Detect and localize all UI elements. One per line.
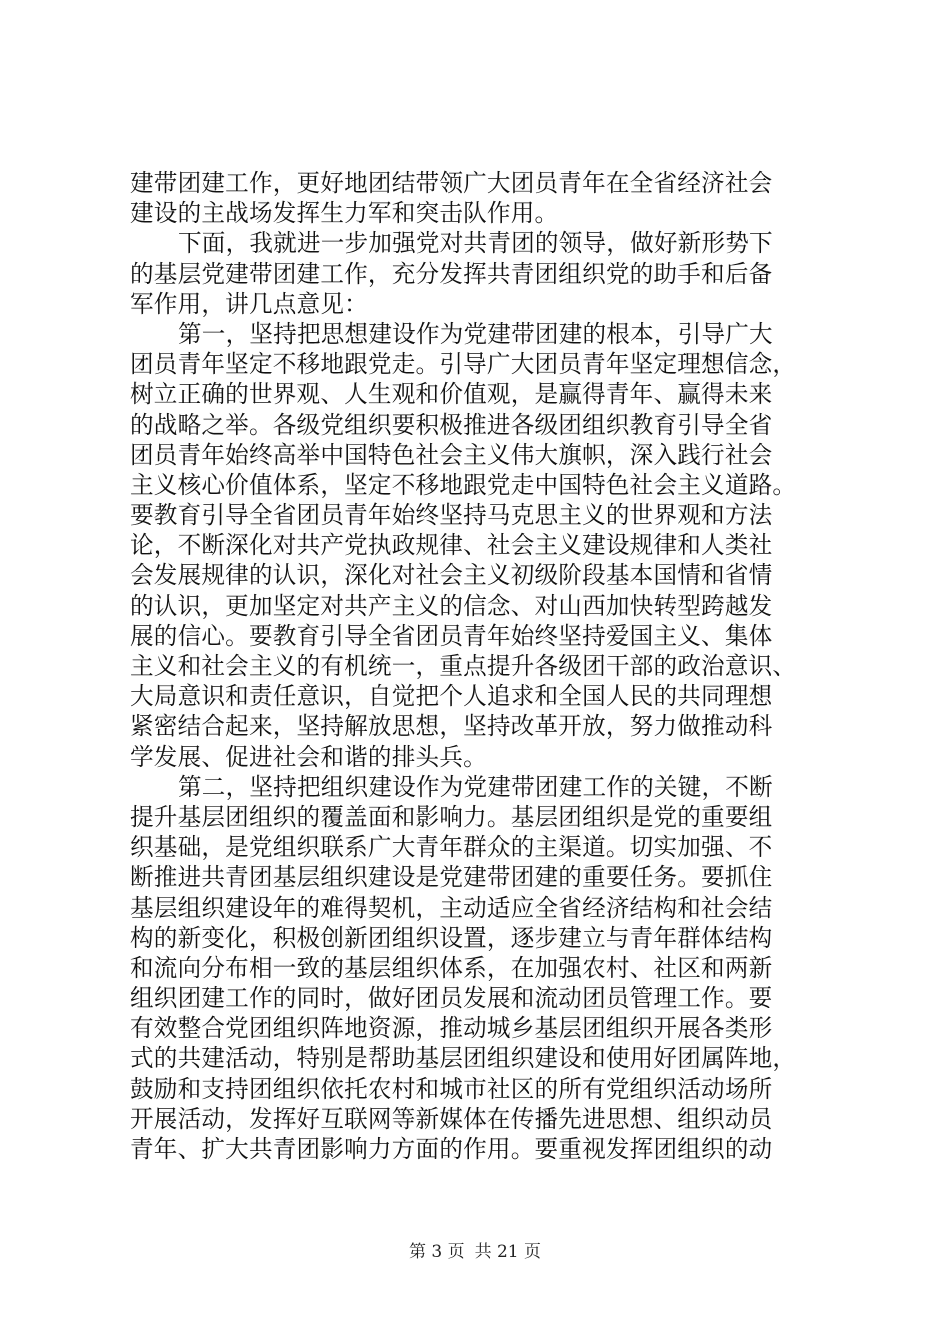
text-line: 论，不断深化对共产党执政规律、社会主义建设规律和人类社 [130,531,773,560]
text-line: 会发展规律的认识，深化对社会主义初级阶段基本国情和省情 [130,561,773,590]
text-line: 学发展、促进社会和谐的排头兵。 [130,742,487,771]
paragraph-start-line: 第一，坚持把思想建设作为党建带团建的根本，引导广大 [178,319,773,348]
text-line: 展的信心。要教育引导全省团员青年始终坚持爱国主义、集体 [130,621,773,650]
text-line: 的认识，更加坚定对共产主义的信念、对山西加快转型跨越发 [130,591,773,620]
text-line: 鼓励和支持团组织依托农村和城市社区的所有党组织活动场所 [130,1074,773,1103]
text-line: 式的共建活动，特别是帮助基层团组织建设和使用好团属阵地， [130,1044,797,1073]
page-total: 共 21 页 [474,1242,542,1262]
text-line: 织基础，是党组织联系广大青年群众的主渠道。切实加强、不 [130,833,773,862]
page-footer [0,1242,950,1262]
text-line: 构的新变化，积极创新团组织设置，逐步建立与青年群体结构 [130,923,773,952]
text-line: 的基层党建带团建工作，充分发挥共青团组织党的助手和后备 [130,259,773,288]
text-line: 的战略之举。各级党组织要积极推进各级团组织教育引导全省 [130,410,773,439]
text-line: 断推进共青团基层组织建设是党建带团建的重要任务。要抓住 [130,863,773,892]
text-line: 提升基层团组织的覆盖面和影响力。基层团组织是党的重要组 [130,802,773,831]
text-line: 军作用，讲几点意见： [130,289,368,318]
text-line: 开展活动，发挥好互联网等新媒体在传播先进思想、组织动员 [130,1104,773,1133]
text-line: 主义和社会主义的有机统一，重点提升各级团干部的政治意识、 [130,652,797,680]
text-line: 组织团建工作的同时，做好团员发展和流动团员管理工作。要 [130,984,773,1013]
text-line: 大局意识和责任意识，自觉把个人追求和全国人民的共同理想 [130,682,773,711]
text-line: 有效整合党团组织阵地资源，推动城乡基层团组织开展各类形 [130,1014,773,1043]
text-line: 和流向分布相一致的基层组织体系，在加强农村、社区和两新 [130,953,773,982]
text-line: 建设的主战场发挥生力军和突击队作用。 [130,199,559,228]
text-line: 基层组织建设年的难得契机，主动适应全省经济结构和社会结 [130,893,773,922]
text-line: 主义核心价值体系，坚定不移地跟党走中国特色社会主义道路。 [130,470,797,499]
text-line: 紧密结合起来，坚持解放思想，坚持改革开放，努力做推动科 [130,712,773,741]
text-line: 青年、扩大共青团影响力方面的作用。要重视发挥团组织的动 [130,1135,773,1163]
text-line: 团员青年坚定不移地跟党走。引导广大团员青年坚定理想信念， [130,350,797,379]
document-body [130,168,830,1164]
text-line: 树立正确的世界观、人生观和价值观，是赢得青年、赢得未来 [130,380,773,409]
text-line: 团员青年始终高举中国特色社会主义伟大旗帜，深入践行社会 [130,440,773,469]
text-line: 建带团建工作，更好地团结带领广大团员青年在全省经济社会 [130,169,773,197]
page-number: 第 3 页 [408,1242,465,1262]
text-line: 要教育引导全省团员青年始终坚持马克思主义的世界观和方法 [130,501,773,530]
paragraph-start-line: 第二，坚持把组织建设作为党建带团建工作的关键，不断 [178,772,773,801]
paragraph-start-line: 下面，我就进一步加强党对共青团的领导，做好新形势下 [178,229,773,258]
